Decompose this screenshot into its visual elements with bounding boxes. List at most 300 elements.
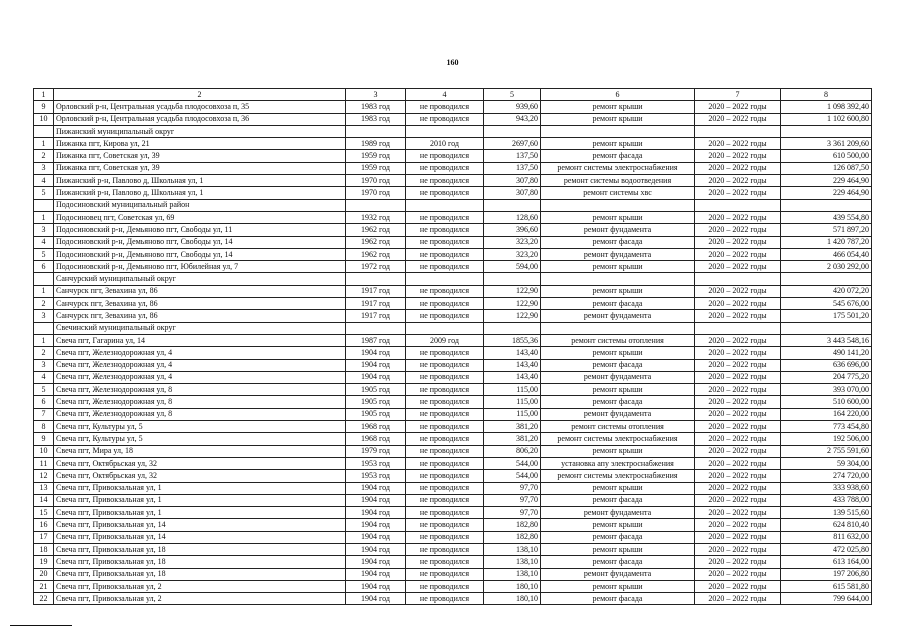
period-cell: 2020 – 2022 годы — [695, 334, 781, 346]
last-repair-cell: не проводился — [406, 298, 484, 310]
work-type-cell: ремонт крыши — [541, 211, 695, 223]
build-year-cell: 1905 год — [346, 384, 406, 396]
area-cell: 806,20 — [484, 445, 541, 457]
address-cell: Свеча пгт, Железнодорожная ул, 4 — [54, 347, 346, 359]
build-year-cell: 1905 год — [346, 396, 406, 408]
area-cell: 122,90 — [484, 310, 541, 322]
build-year-cell: 1962 год — [346, 248, 406, 260]
table-row — [34, 457, 872, 469]
build-year-cell: 1904 год — [346, 580, 406, 592]
cost-cell: 420 072,20 — [781, 285, 872, 297]
row-number: 11 — [34, 457, 54, 469]
address-cell: Свеча пгт, Железнодорожная ул, 4 — [54, 371, 346, 383]
period-cell: 2020 – 2022 годы — [695, 580, 781, 592]
last-repair-cell: не проводился — [406, 433, 484, 445]
cost-cell: 333 938,60 — [781, 482, 872, 494]
address-cell: Свеча пгт, Привокзальная ул, 14 — [54, 531, 346, 543]
group-name: Санчурский муниципальный округ — [54, 273, 346, 285]
last-repair-cell: не проводился — [406, 285, 484, 297]
row-number: 21 — [34, 580, 54, 592]
address-cell: Свеча пгт, Привокзальная ул, 2 — [54, 593, 346, 605]
area-cell: 381,20 — [484, 433, 541, 445]
last-repair-cell: не проводился — [406, 580, 484, 592]
area-cell: 97,70 — [484, 507, 541, 519]
empty-cell — [406, 273, 484, 285]
address-cell: Свеча пгт, Привокзальная ул, 1 — [54, 482, 346, 494]
work-type-cell: ремонт фундамента — [541, 371, 695, 383]
address-cell: Свеча пгт, Культуры ул, 5 — [54, 421, 346, 433]
empty-cell — [781, 125, 872, 137]
cost-cell: 433 788,00 — [781, 494, 872, 506]
cost-cell: 636 696,00 — [781, 359, 872, 371]
area-cell: 143,40 — [484, 359, 541, 371]
address-cell: Подосиновский р-н, Демьяново пгт, Юбилейная ул, 7 — [54, 261, 346, 273]
work-type-cell: ремонт фасада — [541, 236, 695, 248]
table-row — [34, 298, 872, 310]
table-row — [34, 580, 872, 592]
period-cell: 2020 – 2022 годы — [695, 211, 781, 223]
table-row — [34, 248, 872, 260]
area-cell: 323,20 — [484, 236, 541, 248]
empty-cell — [541, 199, 695, 211]
row-number: 3 — [34, 310, 54, 322]
group-name: Подосиновский муниципальный район — [54, 199, 346, 211]
last-repair-cell: не проводился — [406, 556, 484, 568]
cost-cell: 126 087,50 — [781, 162, 872, 174]
period-cell: 2020 – 2022 годы — [695, 248, 781, 260]
work-type-cell: ремонт фасада — [541, 531, 695, 543]
group-name: Свечинский муниципальный округ — [54, 322, 346, 334]
header-cell: 6 — [541, 89, 695, 101]
row-number: 13 — [34, 482, 54, 494]
row-number: 1 — [34, 285, 54, 297]
page-number: 160 — [446, 58, 459, 67]
empty-cell — [346, 322, 406, 334]
row-number: 18 — [34, 543, 54, 555]
area-cell: 128,60 — [484, 211, 541, 223]
area-cell: 307,80 — [484, 175, 541, 187]
empty-cell — [781, 273, 872, 285]
period-cell: 2020 – 2022 годы — [695, 482, 781, 494]
table-row — [34, 138, 872, 150]
table-row — [34, 359, 872, 371]
empty-cell — [406, 125, 484, 137]
area-cell: 143,40 — [484, 371, 541, 383]
table-row — [34, 101, 872, 113]
build-year-cell: 1962 год — [346, 236, 406, 248]
row-number: 10 — [34, 113, 54, 125]
period-cell: 2020 – 2022 годы — [695, 175, 781, 187]
build-year-cell: 1904 год — [346, 494, 406, 506]
build-year-cell: 1904 год — [346, 482, 406, 494]
empty-cell — [346, 273, 406, 285]
table-row — [34, 347, 872, 359]
work-type-cell: ремонт фундамента — [541, 224, 695, 236]
address-cell: Подосиновский р-н, Демьяново пгт, Свободы ул, 11 — [54, 224, 346, 236]
row-number — [34, 199, 54, 211]
address-cell: Орловский р-н, Центральная усадьба плодосовхоза п, 35 — [54, 101, 346, 113]
area-cell: 182,80 — [484, 519, 541, 531]
row-number: 9 — [34, 101, 54, 113]
cost-cell: 545 676,00 — [781, 298, 872, 310]
period-cell: 2020 – 2022 годы — [695, 150, 781, 162]
last-repair-cell: не проводился — [406, 408, 484, 420]
period-cell: 2020 – 2022 годы — [695, 261, 781, 273]
row-number: 16 — [34, 519, 54, 531]
build-year-cell: 1904 год — [346, 371, 406, 383]
table-body — [34, 89, 872, 605]
period-cell: 2020 – 2022 годы — [695, 433, 781, 445]
last-repair-cell: 2010 год — [406, 138, 484, 150]
build-year-cell: 1983 год — [346, 101, 406, 113]
last-repair-cell: 2009 год — [406, 334, 484, 346]
address-cell: Санчурск пгт, Зевахина ул, 86 — [54, 310, 346, 322]
work-type-cell: ремонт фасада — [541, 556, 695, 568]
build-year-cell: 1904 год — [346, 556, 406, 568]
row-number: 4 — [34, 371, 54, 383]
table-row — [34, 396, 872, 408]
table-row — [34, 543, 872, 555]
last-repair-cell: не проводился — [406, 101, 484, 113]
cost-cell: 2 030 292,00 — [781, 261, 872, 273]
build-year-cell: 1932 год — [346, 211, 406, 223]
address-cell: Свеча пгт, Культуры ул, 5 — [54, 433, 346, 445]
header-cell: 8 — [781, 89, 872, 101]
table-row — [34, 556, 872, 568]
last-repair-cell: не проводился — [406, 507, 484, 519]
build-year-cell: 1917 год — [346, 298, 406, 310]
group-row — [34, 125, 872, 137]
last-repair-cell: не проводился — [406, 150, 484, 162]
address-cell: Свеча пгт, Мира ул, 18 — [54, 445, 346, 457]
work-type-cell: ремонт фундамента — [541, 408, 695, 420]
cost-cell: 229 464,90 — [781, 187, 872, 199]
cost-cell: 811 632,00 — [781, 531, 872, 543]
period-cell: 2020 – 2022 годы — [695, 531, 781, 543]
cost-cell: 472 025,80 — [781, 543, 872, 555]
header-cell: 2 — [54, 89, 346, 101]
build-year-cell: 1968 год — [346, 433, 406, 445]
last-repair-cell: не проводился — [406, 113, 484, 125]
table-row — [34, 593, 872, 605]
period-cell: 2020 – 2022 годы — [695, 494, 781, 506]
table-row — [34, 224, 872, 236]
header-cell: 5 — [484, 89, 541, 101]
work-type-cell: ремонт фасада — [541, 359, 695, 371]
address-cell: Свеча пгт, Железнодорожная ул, 8 — [54, 408, 346, 420]
table-row — [34, 211, 872, 223]
empty-cell — [781, 199, 872, 211]
last-repair-cell: не проводился — [406, 593, 484, 605]
row-number: 12 — [34, 470, 54, 482]
empty-cell — [484, 322, 541, 334]
build-year-cell: 1904 год — [346, 543, 406, 555]
header-cell: 3 — [346, 89, 406, 101]
table-row — [34, 236, 872, 248]
cost-cell: 624 810,40 — [781, 519, 872, 531]
row-number — [34, 273, 54, 285]
last-repair-cell: не проводился — [406, 359, 484, 371]
row-number: 19 — [34, 556, 54, 568]
area-cell: 544,00 — [484, 470, 541, 482]
row-number — [34, 125, 54, 137]
area-cell: 323,20 — [484, 248, 541, 260]
table-row — [34, 494, 872, 506]
address-cell: Свеча пгт, Привокзальная ул, 1 — [54, 507, 346, 519]
last-repair-cell: не проводился — [406, 211, 484, 223]
work-type-cell: ремонт крыши — [541, 445, 695, 457]
area-cell: 115,00 — [484, 408, 541, 420]
empty-cell — [695, 125, 781, 137]
work-type-cell: ремонт системы отопления — [541, 334, 695, 346]
row-number: 14 — [34, 494, 54, 506]
cost-cell: 1 420 787,20 — [781, 236, 872, 248]
cost-cell: 615 581,80 — [781, 580, 872, 592]
row-number: 3 — [34, 224, 54, 236]
work-type-cell: ремонт крыши — [541, 138, 695, 150]
empty-cell — [346, 125, 406, 137]
area-cell: 97,70 — [484, 482, 541, 494]
cost-cell: 490 141,20 — [781, 347, 872, 359]
row-number: 6 — [34, 396, 54, 408]
work-type-cell: ремонт системы электроснабжения — [541, 433, 695, 445]
address-cell: Свеча пгт, Октябрьская ул, 32 — [54, 457, 346, 469]
build-year-cell: 1953 год — [346, 470, 406, 482]
row-number: 1 — [34, 334, 54, 346]
group-row — [34, 199, 872, 211]
cost-cell: 59 304,00 — [781, 457, 872, 469]
cost-cell: 1 098 392,40 — [781, 101, 872, 113]
build-year-cell: 1970 год — [346, 187, 406, 199]
address-cell: Подосиновец пгт, Советская ул, 69 — [54, 211, 346, 223]
period-cell: 2020 – 2022 годы — [695, 396, 781, 408]
last-repair-cell: не проводился — [406, 384, 484, 396]
address-cell: Подосиновский р-н, Демьяново пгт, Свободы ул, 14 — [54, 248, 346, 260]
empty-cell — [484, 125, 541, 137]
build-year-cell: 1917 год — [346, 285, 406, 297]
empty-cell — [695, 273, 781, 285]
address-cell: Свеча пгт, Гагарина ул, 14 — [54, 334, 346, 346]
period-cell: 2020 – 2022 годы — [695, 236, 781, 248]
build-year-cell: 1983 год — [346, 113, 406, 125]
area-cell: 180,10 — [484, 593, 541, 605]
last-repair-cell: не проводился — [406, 187, 484, 199]
work-type-cell: ремонт системы электроснабжения — [541, 470, 695, 482]
period-cell: 2020 – 2022 годы — [695, 556, 781, 568]
work-type-cell: установка апу электроснабжения — [541, 457, 695, 469]
period-cell: 2020 – 2022 годы — [695, 457, 781, 469]
build-year-cell: 1987 год — [346, 334, 406, 346]
build-year-cell: 1959 год — [346, 150, 406, 162]
row-number: 10 — [34, 445, 54, 457]
work-type-cell: ремонт фундамента — [541, 568, 695, 580]
table-row — [34, 519, 872, 531]
cost-cell: 197 206,80 — [781, 568, 872, 580]
work-type-cell: ремонт крыши — [541, 101, 695, 113]
work-type-cell: ремонт системы водоотведения — [541, 175, 695, 187]
table-row — [34, 175, 872, 187]
period-cell: 2020 – 2022 годы — [695, 285, 781, 297]
cost-cell: 164 220,00 — [781, 408, 872, 420]
work-type-cell: ремонт фасада — [541, 494, 695, 506]
address-cell: Подосиновский р-н, Демьяново пгт, Свободы ул, 14 — [54, 236, 346, 248]
build-year-cell: 1904 год — [346, 347, 406, 359]
row-number: 3 — [34, 162, 54, 174]
group-row — [34, 273, 872, 285]
address-cell: Свеча пгт, Железнодорожная ул, 8 — [54, 384, 346, 396]
last-repair-cell: не проводился — [406, 175, 484, 187]
row-number: 3 — [34, 359, 54, 371]
work-type-cell: ремонт фасада — [541, 150, 695, 162]
period-cell: 2020 – 2022 годы — [695, 347, 781, 359]
row-number: 7 — [34, 408, 54, 420]
address-cell: Свеча пгт, Привокзальная ул, 2 — [54, 580, 346, 592]
last-repair-cell: не проводился — [406, 371, 484, 383]
cost-cell: 610 500,00 — [781, 150, 872, 162]
table-row — [34, 482, 872, 494]
last-repair-cell: не проводился — [406, 445, 484, 457]
last-repair-cell: не проводился — [406, 310, 484, 322]
cost-cell: 2 755 591,60 — [781, 445, 872, 457]
empty-cell — [541, 322, 695, 334]
build-year-cell: 1953 год — [346, 457, 406, 469]
row-number: 4 — [34, 175, 54, 187]
table-row — [34, 445, 872, 457]
period-cell: 2020 – 2022 годы — [695, 138, 781, 150]
table-row — [34, 150, 872, 162]
period-cell: 2020 – 2022 годы — [695, 298, 781, 310]
area-cell: 137,50 — [484, 162, 541, 174]
cost-cell: 229 464,90 — [781, 175, 872, 187]
area-cell: 115,00 — [484, 396, 541, 408]
cost-cell: 3 361 209,60 — [781, 138, 872, 150]
row-number: 5 — [34, 248, 54, 260]
table-row — [34, 162, 872, 174]
address-cell: Пижанский р-н, Павлово д, Школьная ул, 1 — [54, 175, 346, 187]
period-cell: 2020 – 2022 годы — [695, 371, 781, 383]
cost-cell: 510 600,00 — [781, 396, 872, 408]
cost-cell: 439 554,80 — [781, 211, 872, 223]
build-year-cell: 1904 год — [346, 593, 406, 605]
work-type-cell: ремонт крыши — [541, 543, 695, 555]
address-cell: Пижанка пгт, Советская ул, 39 — [54, 150, 346, 162]
cost-cell: 204 775,20 — [781, 371, 872, 383]
table-row — [34, 334, 872, 346]
row-number: 6 — [34, 261, 54, 273]
empty-cell — [346, 199, 406, 211]
build-year-cell: 1905 год — [346, 408, 406, 420]
group-row — [34, 322, 872, 334]
cost-cell: 393 070,00 — [781, 384, 872, 396]
row-number: 17 — [34, 531, 54, 543]
build-year-cell: 1970 год — [346, 175, 406, 187]
empty-cell — [541, 125, 695, 137]
address-cell: Свеча пгт, Привокзальная ул, 18 — [54, 568, 346, 580]
table-row — [34, 187, 872, 199]
row-number: 2 — [34, 150, 54, 162]
work-type-cell: ремонт крыши — [541, 482, 695, 494]
cost-cell: 773 454,80 — [781, 421, 872, 433]
table-row — [34, 285, 872, 297]
cost-cell: 3 443 548,16 — [781, 334, 872, 346]
header-row — [34, 89, 872, 101]
last-repair-cell: не проводился — [406, 494, 484, 506]
cost-cell: 799 644,00 — [781, 593, 872, 605]
build-year-cell: 1972 год — [346, 261, 406, 273]
cost-cell: 613 164,00 — [781, 556, 872, 568]
period-cell: 2020 – 2022 годы — [695, 101, 781, 113]
table-row — [34, 568, 872, 580]
row-number: 5 — [34, 187, 54, 199]
row-number: 9 — [34, 433, 54, 445]
cost-cell: 571 897,20 — [781, 224, 872, 236]
address-cell: Санчурск пгт, Зевахина ул, 86 — [54, 285, 346, 297]
last-repair-cell: не проводился — [406, 248, 484, 260]
area-cell: 122,90 — [484, 298, 541, 310]
empty-cell — [781, 322, 872, 334]
period-cell: 2020 – 2022 годы — [695, 224, 781, 236]
table-row — [34, 384, 872, 396]
period-cell: 2020 – 2022 годы — [695, 162, 781, 174]
address-cell: Пижанский р-н, Павлово д, Школьная ул, 1 — [54, 187, 346, 199]
work-type-cell: ремонт крыши — [541, 285, 695, 297]
period-cell: 2020 – 2022 годы — [695, 421, 781, 433]
work-type-cell: ремонт фасада — [541, 593, 695, 605]
row-number — [34, 322, 54, 334]
cost-cell: 175 501,20 — [781, 310, 872, 322]
period-cell: 2020 – 2022 годы — [695, 543, 781, 555]
area-cell: 381,20 — [484, 421, 541, 433]
empty-cell — [406, 322, 484, 334]
last-repair-cell: не проводился — [406, 224, 484, 236]
work-type-cell: ремонт фундамента — [541, 507, 695, 519]
table-row — [34, 371, 872, 383]
area-cell: 943,20 — [484, 113, 541, 125]
empty-cell — [406, 199, 484, 211]
row-number: 8 — [34, 421, 54, 433]
address-cell: Свеча пгт, Железнодорожная ул, 4 — [54, 359, 346, 371]
work-type-cell: ремонт фасада — [541, 396, 695, 408]
row-number: 1 — [34, 211, 54, 223]
period-cell: 2020 – 2022 годы — [695, 568, 781, 580]
table-row — [34, 310, 872, 322]
row-number: 22 — [34, 593, 54, 605]
last-repair-cell: не проводился — [406, 482, 484, 494]
area-cell: 115,00 — [484, 384, 541, 396]
work-type-cell: ремонт фундамента — [541, 310, 695, 322]
period-cell: 2020 – 2022 годы — [695, 470, 781, 482]
address-cell: Свеча пгт, Октябрьская ул, 32 — [54, 470, 346, 482]
last-repair-cell: не проводился — [406, 261, 484, 273]
work-type-cell: ремонт фасада — [541, 298, 695, 310]
area-cell: 122,90 — [484, 285, 541, 297]
address-cell: Свеча пгт, Привокзальная ул, 14 — [54, 519, 346, 531]
work-type-cell: ремонт крыши — [541, 580, 695, 592]
cost-cell: 192 506,00 — [781, 433, 872, 445]
area-cell: 1855,36 — [484, 334, 541, 346]
period-cell: 2020 – 2022 годы — [695, 187, 781, 199]
address-cell: Санчурск пгт, Зевахина ул, 86 — [54, 298, 346, 310]
table-row — [34, 113, 872, 125]
cost-cell: 1 102 600,80 — [781, 113, 872, 125]
area-cell: 137,50 — [484, 150, 541, 162]
row-number: 5 — [34, 384, 54, 396]
period-cell: 2020 – 2022 годы — [695, 408, 781, 420]
group-name: Пижанский муниципальный округ — [54, 125, 346, 137]
row-number: 1 — [34, 138, 54, 150]
last-repair-cell: не проводился — [406, 568, 484, 580]
area-cell: 180,10 — [484, 580, 541, 592]
